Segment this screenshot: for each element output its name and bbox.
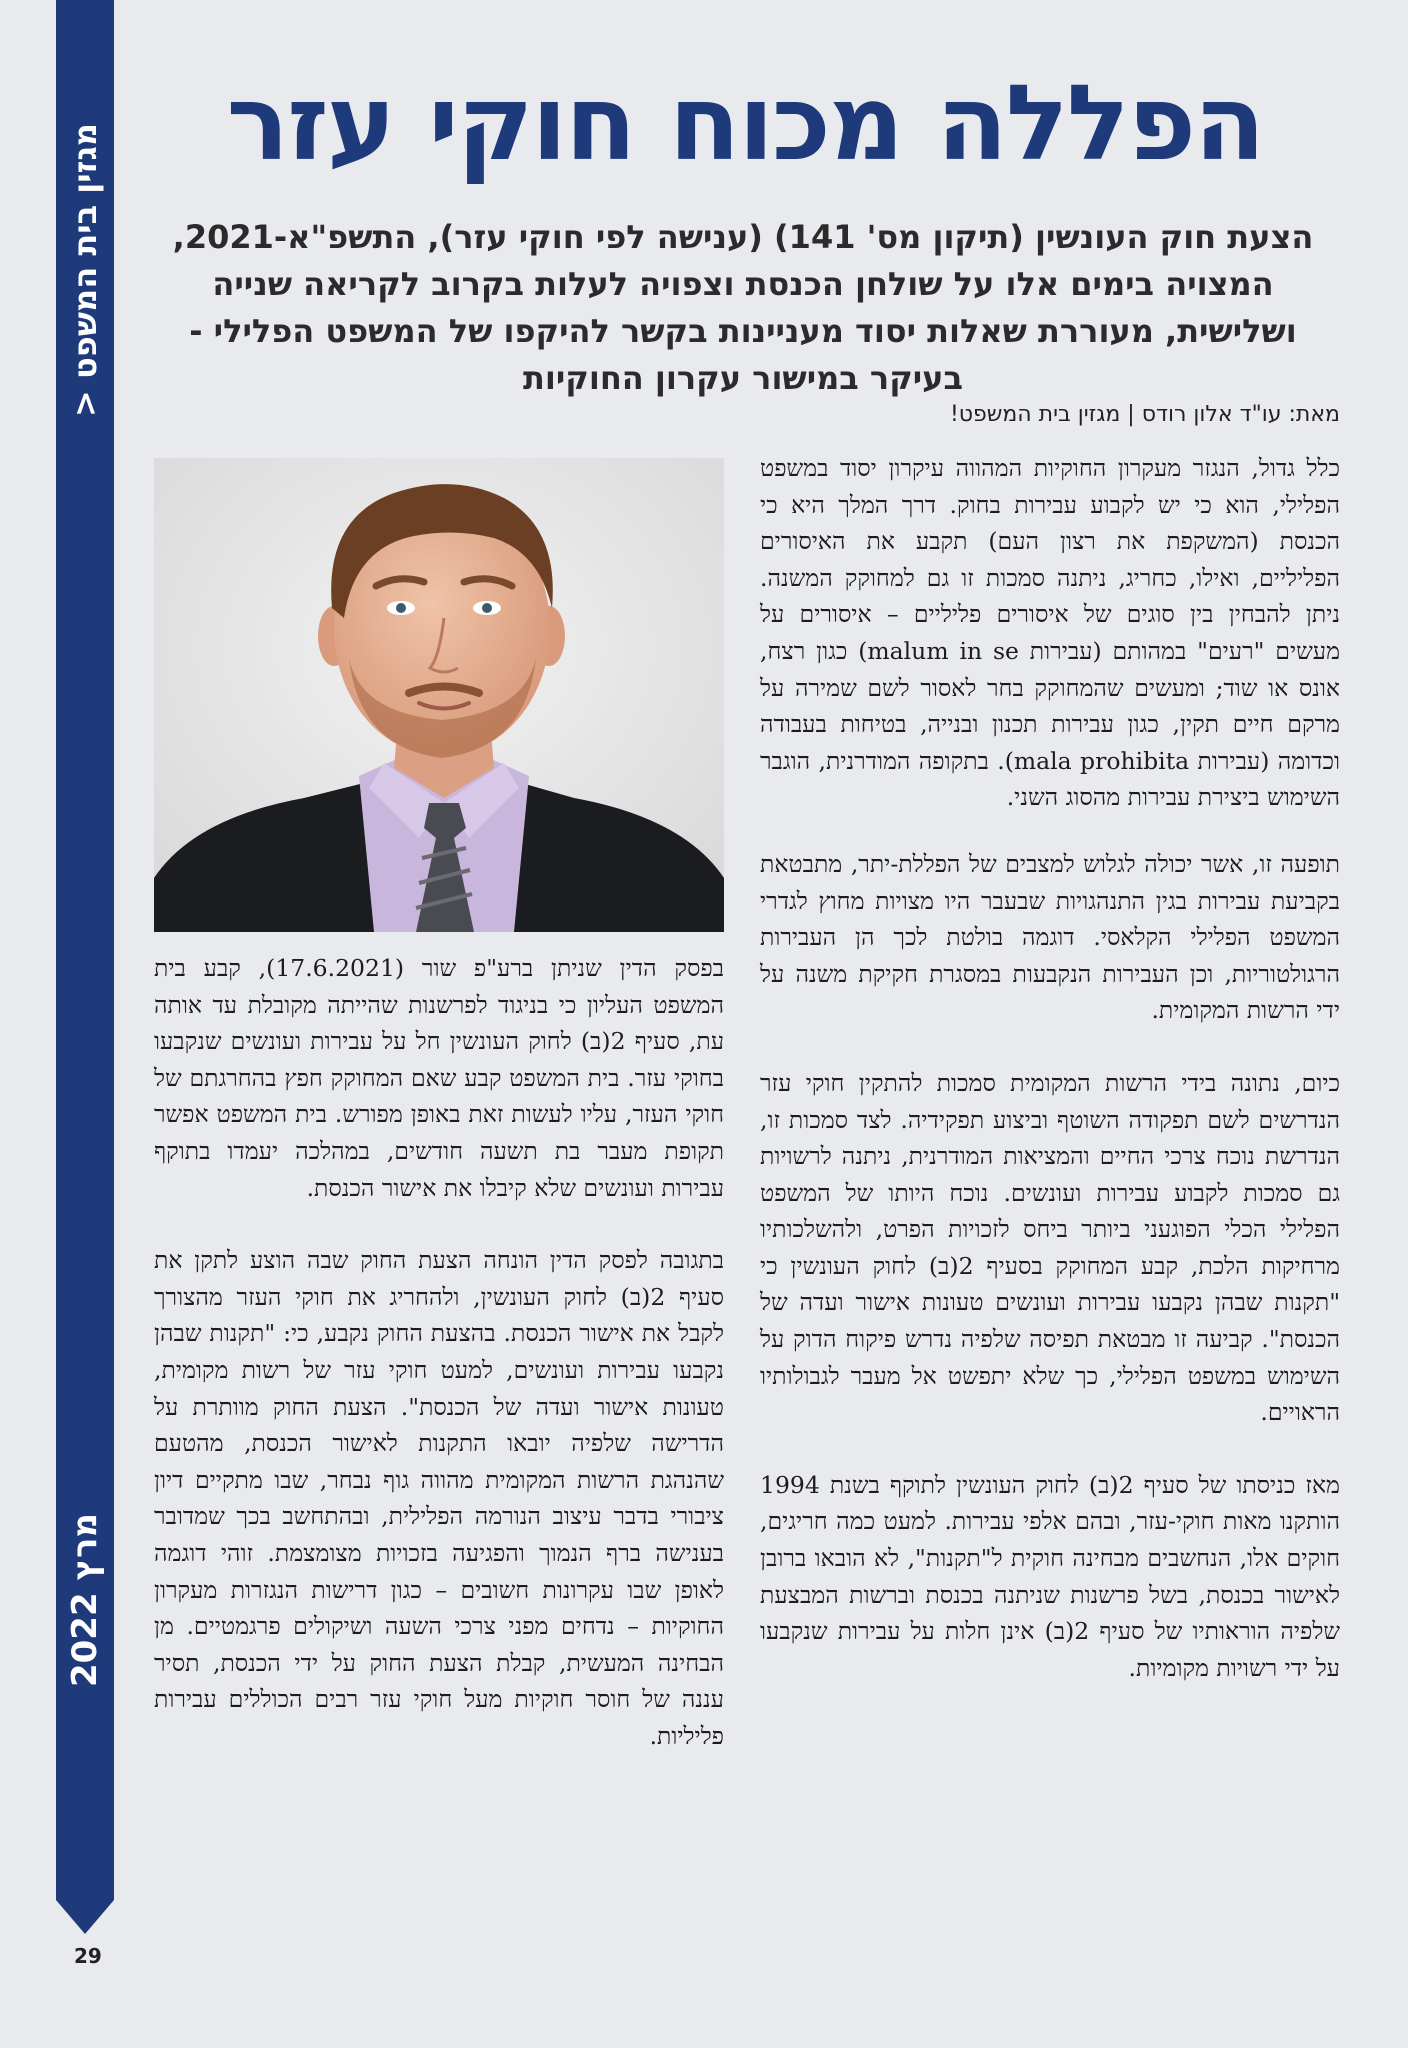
- paragraph: בפסק הדין שניתן ברע"פ שור (17.6.2021), קבע בית המשפט העליון כי בניגוד לפרשנות שהייתה מקובלת עד אותה עת, סעיף 2(ב) לחוק העונשין חל על עבירות ועונשים שנקבעו בחוקי עזר. בית המשפט קבע שאם המחוקק חפץ בהחרגתם של חוקי העזר, עליו לעשות זאת באופן מפורש. בית המשפט אפשר תקופת מעבר בת תשעה חודשים, במהלכה יעמדו בתוקף עבירות ועונשים שלא קיבלו את אישור הכנסת.: [154, 954, 725, 1202]
- sidebar-magazine-name: מגזין בית המשפט <: [66, 123, 104, 417]
- paragraph: כיום, נתונה בידי הרשות המקומית סמכות להתקין חוקי עזר הנדרשים לשם תפקודה השוטף וביצוע תפקידיה. לצד סמכות זו, הנדרשת נוכח צרכי החיים והמציאות המודרנית, ניתנה לרשויות גם סמכות לקבוע עבירות ועונשים. נוכח היותו של המשפט הפלילי הכלי הפוגעני ביותר ביחס לזכויות הפרט, ולהשלכותיו מרחיקות הלכת, קבע המחוקק בסעיף 2(ב) לחוק העונשין כי "תקנות שבהן נקבעו עבירות ועונשים טעונות אישור ועדה של הכנסת". קביעה זו מבטאת תפיסה שלפיה נדרש פיקוח הדוק על השימוש במשפט הפלילי, כך שלא יתפשט אל מעבר לגבולותיו הראויים.: [760, 1068, 1340, 1427]
- article-column-left: [154, 950, 724, 1754]
- sidebar-issue-date: מרץ 2022: [65, 1512, 105, 1688]
- author-photo: [154, 458, 724, 932]
- article-subtitle: הצעת חוק העונשין (תיקון מס' 141) (ענישה לפי חוקי עזר), התשפ"א-2021, המצויה בימים אלו על שולחן הכנסת וצפויה לעלות בקרוב לקריאה שנייה ושלישית, מעוררת שאלות יסוד מעניינות בקשר להיקפו של המשפט הפלילי - בעיקר במישור עקרון החוקיות: [172, 218, 1314, 397]
- paragraph: כלל גדול, הנגזר מעקרון החוקיות המהווה עיקרון יסוד במשפט הפלילי, הוא כי יש לקבוע עבירות בחוק. דרך המלך היא כי הכנסת (המשקפת את רצון העם) תקבע את האיסורים הפליליים, ואילו, כחריג, ניתנה סמכות זו גם למחוקק המשנה. ניתן להבחין בין סוגים של איסורים פליליים – איסורים על מעשים "רעים" במהותם (עבירות malum in se) כגון רצח, אונס או שוד; ומעשים שהמחוקק בחר לאסור לשם שמירה על מרקם חיים תקין, כגון עבירות תכנון ובנייה, בטיחות בעבודה וכדומה (עבירות mala prohibita). בתקופה המודרנית, הוגבר השימוש ביצירת עבירות מהסוג השני.: [760, 454, 1340, 812]
- article-title: הפללה מכוח חוקי עזר: [226, 62, 1264, 184]
- author-byline: מאת: עו"ד אלון רודס | מגזין בית המשפט!: [949, 402, 1340, 427]
- paragraph: בתגובה לפסק הדין הונחה הצעת החוק שבה הוצע לתקן את סעיף 2(ב) לחוק העונשין, ולהחריג את חוקי העזר מהצורך לקבל את אישור הכנסת. בהצעת החוק נקבע, כי: "תקנות שבהן נקבעו עבירות ועונשים, למעט חוקי עזר של רשות מקומית, טעונות אישור ועדה של הכנסת". הצעת החוק מוותרת על הדרישה שלפיה יובאו התקנות לאישור הכנסת, מהטעם שהנהגת הרשות המקומית מהווה גוף נבחר, שבו מתקיים דיון ציבורי בדבר עיצוב הנורמה הפלילית, ובהתחשב בכך שמדובר בענישה ברף הנמוך והפגיעה בזכויות מצומצמת. זוהי דוגמה לאופן שבו עקרונות חשובים – כגון דרישות הנגזרות מעקרון החוקיות – נדחים מפני צרכי השעה ושיקולים פרגמטיים. מן הבחינה המעשית, קבלת הצעת החוק על ידי הכנסת, תסיר עננה של חוסר חוקיות מעל חוקי עזר רבים הכוללים עבירות פליליות.: [154, 1246, 724, 1750]
- paragraph: מאז כניסתו של סעיף 2(ב) לחוק העונשין לתוקף בשנת 1994 הותקנו מאות חוקי-עזר, ובהם אלפי עבירות. למעט כמה חריגים, חוקים אלו, הנחשבים מבחינה חוקית ל"תקנות", לא הובאו ברובן לאישור בכנסת, בשל פרשנות שניתנה בכנסת וברשות המבצעת שלפיה הוראותיו של סעיף 2(ב) אינן חלות על עבירות שנקבעו על ידי רשויות מקומיות.: [760, 1470, 1340, 1682]
- paragraph: תופעה זו, אשר יכולה לגלוש למצבים של הפללת-יתר, מתבטאת בקביעת עבירות בגין התנהגויות שבעבר היו מצויות מחוץ לגדרי המשפט הפלילי הקלאסי. דוגמה בולטת לכך הן העבירות הרגולטוריות, וכן העבירות הנקבעות במסגרת חקיקת משנה על ידי הרשות המקומית.: [760, 849, 1340, 1025]
- chevron-left-icon: <: [66, 390, 104, 417]
- page-number: 29: [74, 1944, 102, 1968]
- article-column-right: [760, 450, 1340, 1686]
